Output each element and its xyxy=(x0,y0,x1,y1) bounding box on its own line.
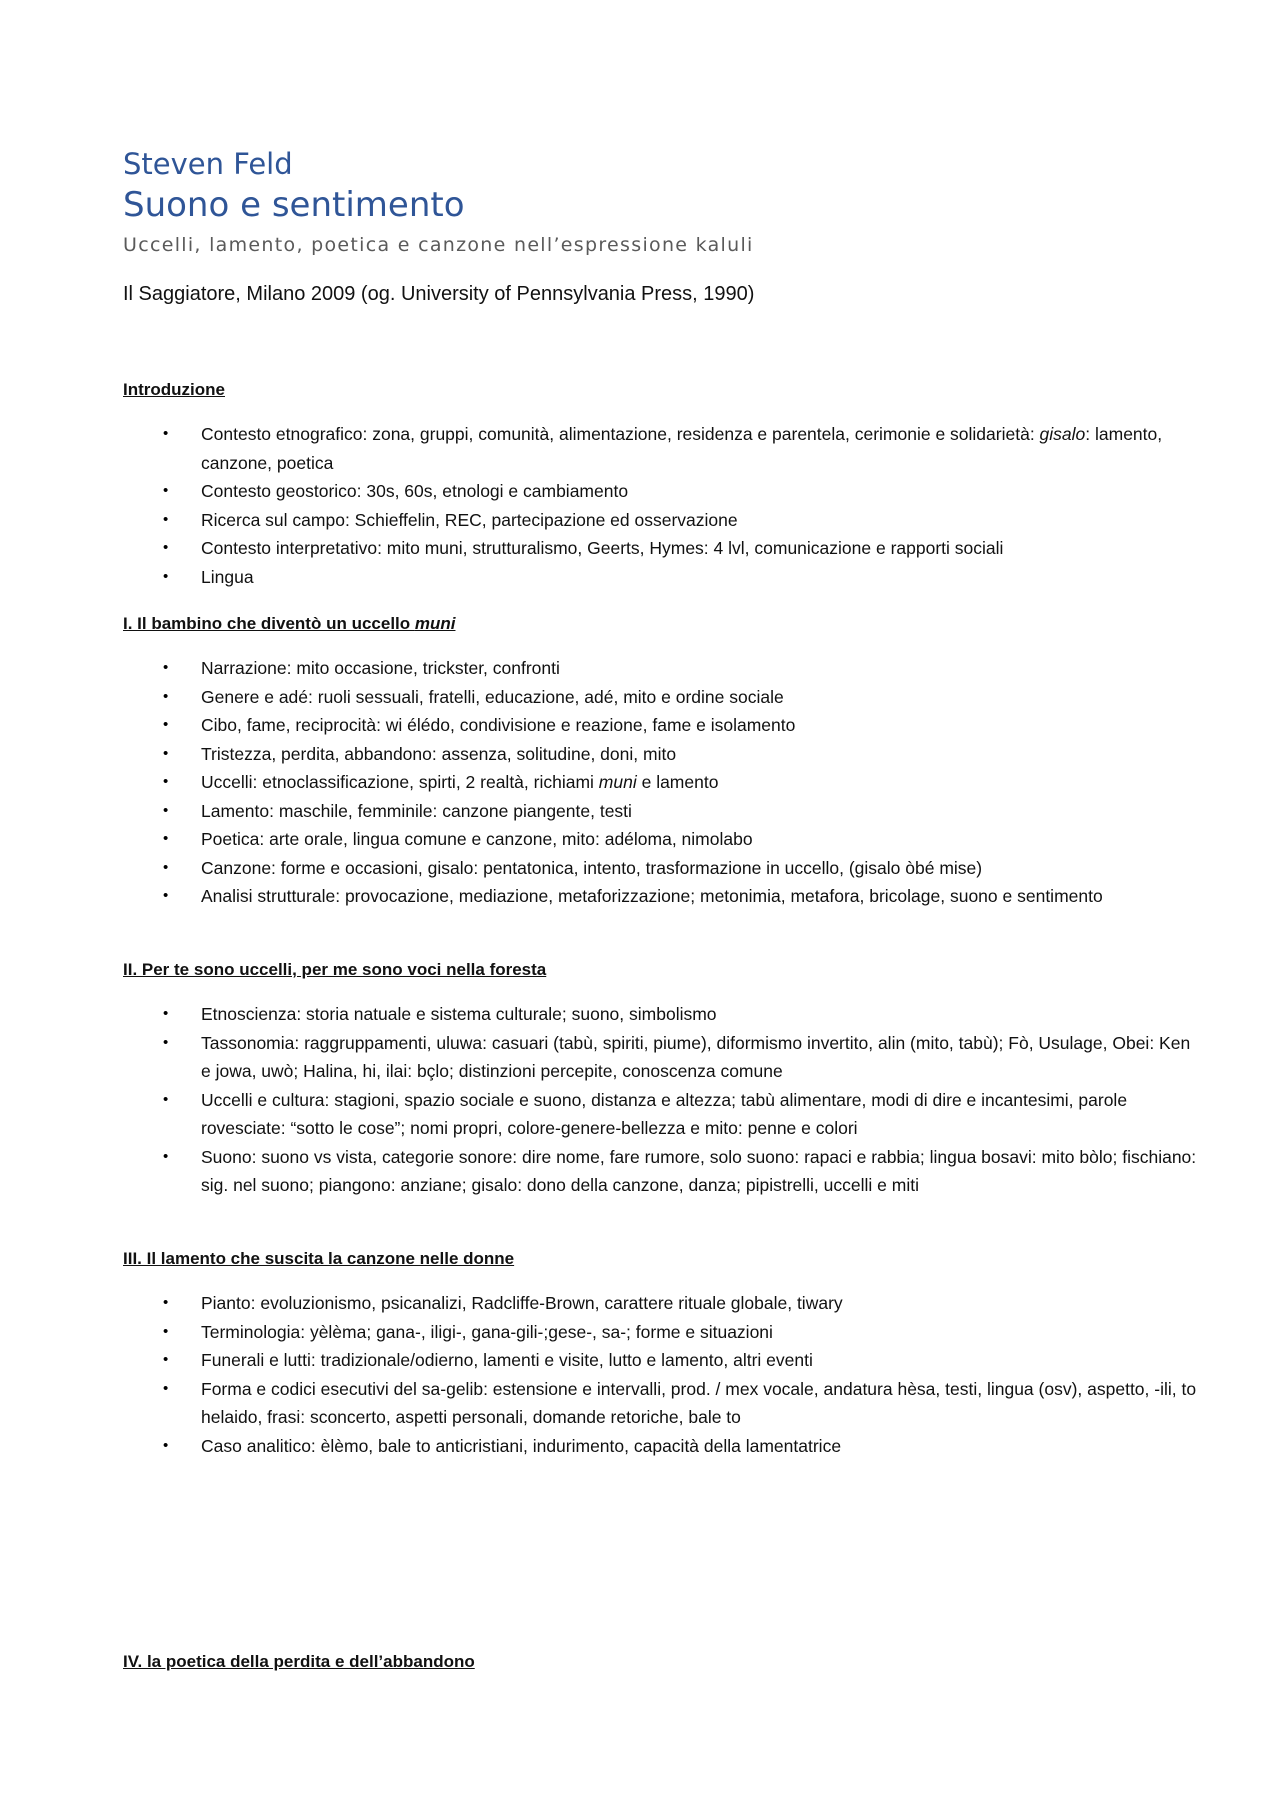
section-heading: I. Il bambino che diventò un uccello muni xyxy=(123,614,456,633)
section-heading: II. Per te sono uccelli, per me sono voci nella foresta xyxy=(123,960,547,979)
list-item: • Caso analitico: èlèmo, bale to anticristiani, indurimento, capacità della lamentatrice xyxy=(201,1432,1201,1461)
list-item: • Narrazione: mito occasione, trickster, confronti xyxy=(201,654,1201,683)
list-item: • Etnoscienza: storia natuale e sistema culturale; suono, simbolismo xyxy=(201,1000,1201,1029)
bullet-icon: • xyxy=(163,1147,169,1165)
section-introduzione xyxy=(123,380,1173,591)
list-item: • Forma e codici esecutivi del sa-gelib: estensione e intervalli, prod. / mex vocale, andatura hèsa, testi, lingua (osv), aspetto, -ili, to helaido, frasi: sconcerto, aspetti personali, domande retoriche, bale to xyxy=(201,1375,1201,1432)
bullet-icon: • xyxy=(163,659,169,677)
list-item: • Pianto: evoluzionismo, psicanalizi, Radcliffe-Brown, carattere rituale globale, tiwary xyxy=(201,1289,1201,1318)
bullet-icon: • xyxy=(163,1436,169,1454)
list-item: • Poetica: arte orale, lingua comune e canzone, mito: adéloma, nimolabo xyxy=(201,825,1201,854)
bullet-icon: • xyxy=(163,1379,169,1397)
bullet-icon: • xyxy=(163,716,169,734)
bullet-icon: • xyxy=(163,858,169,876)
section-lamento-canzone xyxy=(123,1249,1197,1460)
publication-info: Il Saggiatore, Milano 2009 (og. University of Pennsylvania Press, 1990) xyxy=(123,283,755,305)
book-subtitle: Uccelli, lamento, poetica e canzone nell’espressione kaluli xyxy=(123,234,754,256)
list-item: • Analisi strutturale: provocazione, mediazione, metaforizzazione; metonimia, metafora, bricolage, suono e sentimento xyxy=(201,882,1201,911)
bullet-icon: • xyxy=(163,887,169,905)
bullet-list xyxy=(123,1000,1280,1200)
bullet-icon: • xyxy=(163,744,169,762)
list-item: • Lingua xyxy=(201,563,1201,592)
book-title: Suono e sentimento xyxy=(123,185,465,225)
section-uccelli-voci xyxy=(123,960,1197,1200)
bullet-icon: • xyxy=(163,425,169,443)
bullet-list xyxy=(123,1289,1280,1460)
list-item: • Ricerca sul campo: Schieffelin, REC, partecipazione ed osservazione xyxy=(201,506,1201,535)
bullet-icon: • xyxy=(163,1294,169,1312)
list-item: • Contesto etnografico: zona, gruppi, comunità, alimentazione, residenza e parentela, cerimonie e solidarietà: gisalo: lamento, canzone, poetica xyxy=(201,420,1201,477)
bullet-icon: • xyxy=(163,567,169,585)
list-item: • Tristezza, perdita, abbandono: assenza, solitudine, doni, mito xyxy=(201,740,1201,769)
list-item: • Genere e adé: ruoli sessuali, fratelli, educazione, adé, mito e ordine sociale xyxy=(201,683,1201,712)
list-item: • Uccelli e cultura: stagioni, spazio sociale e suono, distanza e altezza; tabù alimentare, modi di dire e incantesimi, parole rovesciate: “sotto le cose”; nomi propri, colore-genere-bellezza e mito: penne e colori xyxy=(201,1086,1201,1143)
bullet-icon: • xyxy=(163,1090,169,1108)
bullet-icon: • xyxy=(163,830,169,848)
bullet-icon: • xyxy=(163,1322,169,1340)
bullet-icon: • xyxy=(163,510,169,528)
section-bambino-uccello xyxy=(123,614,1173,911)
list-item: • Canzone: forme e occasioni, gisalo: pentatonica, intento, trasformazione in uccello, (gisalo òbé mise) xyxy=(201,854,1201,883)
list-item: • Terminologia: yèlèma; gana-, iligi-, gana-gili-;gese-, sa-; forme e situazioni xyxy=(201,1318,1201,1347)
bullet-icon: • xyxy=(163,773,169,791)
section-heading: IV. la poetica della perdita e dell’abbandono xyxy=(123,1652,475,1671)
bullet-icon: • xyxy=(163,801,169,819)
list-item: • Contesto geostorico: 30s, 60s, etnologi e cambiamento xyxy=(201,477,1201,506)
bullet-icon: • xyxy=(163,482,169,500)
bullet-icon: • xyxy=(163,1033,169,1051)
list-item: • Lamento: maschile, femminile: canzone piangente, testi xyxy=(201,797,1201,826)
list-item: • Suono: suono vs vista, categorie sonore: dire nome, fare rumore, solo suono: rapaci e rabbia; lingua bosavi: mito bòlo; fischiano: sig. nel suono; piangono: anziane; gisalo: dono della canzone, danza; pipistrelli, uccelli e miti xyxy=(201,1143,1201,1200)
author-name: Steven Feld xyxy=(123,147,293,181)
bullet-list xyxy=(123,420,1280,591)
list-item: • Contesto interpretativo: mito muni, strutturalismo, Geerts, Hymes: 4 lvl, comunicazione e rapporti sociali xyxy=(201,534,1201,563)
section-heading: III. Il lamento che suscita la canzone nelle donne xyxy=(123,1249,515,1268)
list-item: • Tassonomia: raggruppamenti, uluwa: casuari (tabù, spiriti, piume), diformismo invertito, alin (mito, tabù); Fò, Usulage, Obei: Ken e jowa, uwò; Halina, hi, ilai: bçlo; distinzioni percepite, conoscenza comune xyxy=(201,1029,1201,1086)
bullet-list xyxy=(123,654,1280,911)
section-heading: Introduzione xyxy=(123,380,225,399)
bullet-icon: • xyxy=(163,687,169,705)
bullet-icon: • xyxy=(163,1351,169,1369)
list-item: • Funerali e lutti: tradizionale/odierno, lamenti e visite, lutto e lamento, altri eventi xyxy=(201,1346,1201,1375)
list-item: • Cibo, fame, reciprocità: wi élédo, condivisione e reazione, fame e isolamento xyxy=(201,711,1201,740)
list-item: • Uccelli: etnoclassificazione, spirti, 2 realtà, richiami muni e lamento xyxy=(201,768,1201,797)
section-poetica-perdita xyxy=(123,1652,1173,1692)
bullet-icon: • xyxy=(163,1005,169,1023)
bullet-icon: • xyxy=(163,539,169,557)
